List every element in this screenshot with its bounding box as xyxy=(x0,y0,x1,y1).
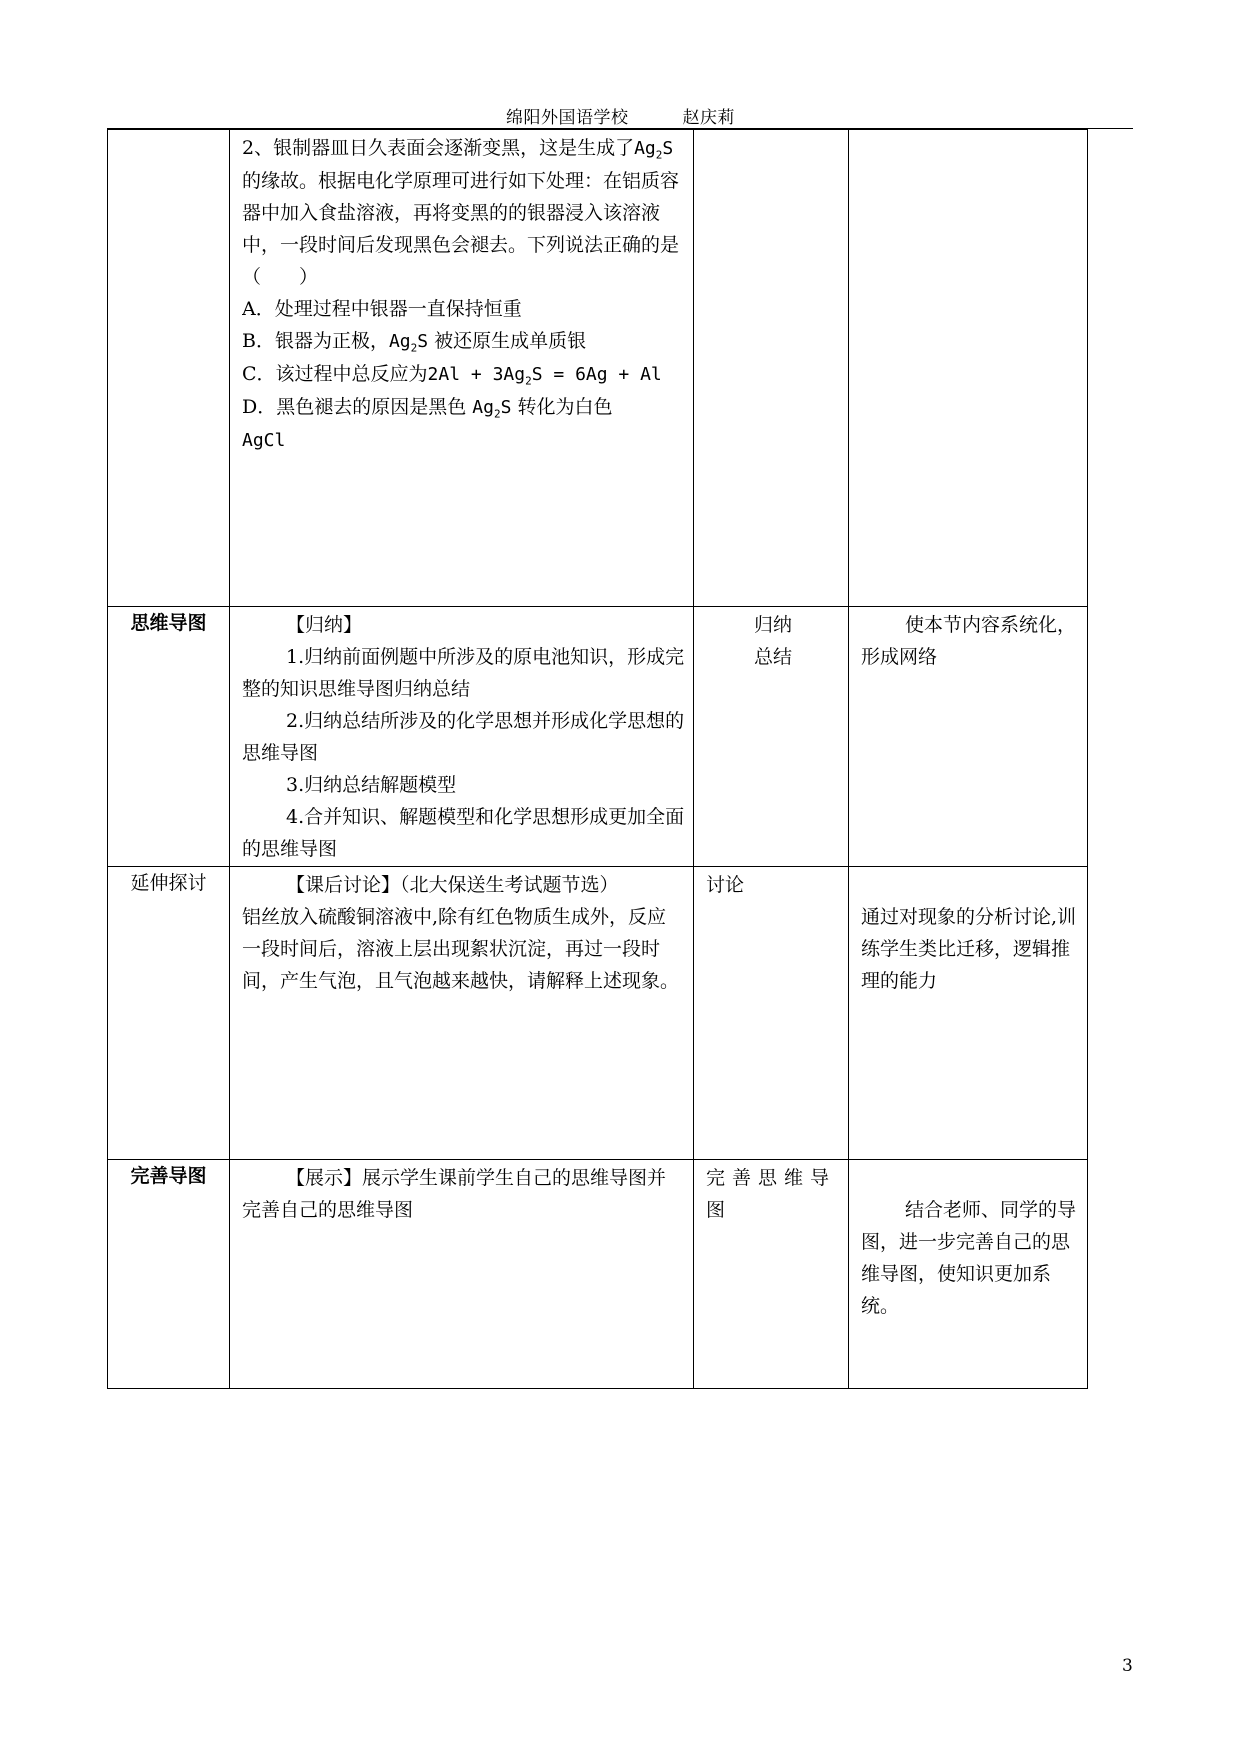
perfect-content-cell xyxy=(230,1160,694,1389)
stage-label-perfect: 完善导图 xyxy=(108,1160,230,1389)
mindmap-heading: 【归纳】 xyxy=(286,614,363,636)
table-row-perfect xyxy=(108,1160,1088,1389)
perfect-text xyxy=(242,1162,685,1226)
mindmap-content-cell xyxy=(230,607,694,867)
question-stem xyxy=(242,132,685,293)
mindmap-intent-cell xyxy=(849,607,1088,867)
mindmap-item-2: 2.归纳总结所涉及的化学思想并形成化学思想的思维导图 xyxy=(242,710,685,764)
perfect-body: 展示学生课前学生自己的思维导图并完善自己的思维导图 xyxy=(242,1167,667,1221)
page-number: 3 xyxy=(1122,1656,1133,1676)
intent-cell-empty xyxy=(849,130,1088,607)
stage-label-cell-empty xyxy=(108,130,230,607)
school-name: 绵阳外国语学校 xyxy=(506,108,629,128)
table-row-question xyxy=(108,130,1088,607)
question-stem-text-1: 2、银制器皿日久表面会逐渐变黑，这是生成了 xyxy=(242,137,635,159)
table-row-mindmap xyxy=(108,607,1088,867)
activity-cell-empty xyxy=(694,130,849,607)
table-row-extension xyxy=(108,867,1088,1160)
page-header xyxy=(0,103,1241,128)
perfect-intent-cell xyxy=(849,1160,1088,1389)
lesson-plan-table xyxy=(107,129,1088,1389)
formula-ag2s: $Ag_2S$ xyxy=(634,138,674,162)
extension-heading xyxy=(242,869,685,901)
extension-source: （北大保送生考试题节选） xyxy=(400,874,619,896)
option-c: C．该过程中总反应为$2Al + 3Ag_2S = 6Ag + Al$ xyxy=(242,363,662,388)
mindmap-activity-line2: 总结 xyxy=(753,646,792,668)
extension-activity: 讨论 xyxy=(706,874,745,896)
perfect-intent: 结合老师、同学的导图，进一步完善自己的思维导图，使知识更加系统。 xyxy=(861,1199,1077,1317)
mindmap-item-4: 4.合并知识、解题模型和化学思想形成更加全面的思维导图 xyxy=(242,806,685,860)
perfect-activity-cell xyxy=(694,1160,849,1389)
option-b: B．银器为正极，$Ag_2S$ 被还原生成单质银 xyxy=(242,330,587,355)
extension-heading-label: 【课后讨论】 xyxy=(286,874,401,896)
author-name: 赵庆莉 xyxy=(682,108,735,128)
perfect-activity: 完善思维导图 xyxy=(706,1167,837,1221)
stage-label-mindmap: 思维导图 xyxy=(108,607,230,867)
mindmap-intent: 使本节内容系统化，形成网络 xyxy=(861,614,1077,668)
extension-intent: 通过对现象的分析讨论,训练学生类比迁移，逻辑推理的能力 xyxy=(861,906,1077,992)
perfect-heading: 【展示】 xyxy=(286,1167,363,1189)
extension-body: 铝丝放入硫酸铜溶液中,除有红色物质生成外，反应一段时间后，溶液上层出现絮状沉淀，再过一段时间，产生气泡，且气泡越来越快，请解释上述现象。 xyxy=(242,906,680,992)
mindmap-item-3: 3.归纳总结解题模型 xyxy=(286,774,457,796)
extension-content-cell xyxy=(230,867,694,1160)
question-stem-text-2: 的缘故。根据电化学原理可进行如下处理：在铝质容器中加入食盐溶液，再将变黑的的银器浸入该溶液中，一段时间后发现黑色会褪去。下列说法正确的是（ ） xyxy=(242,170,680,288)
mindmap-item-1: 1.归纳前面例题中所涉及的原电池知识，形成完整的知识思维导图归纳总结 xyxy=(242,646,685,700)
extension-activity-cell xyxy=(694,867,849,1160)
option-a: A．处理过程中银器一直保持恒重 xyxy=(242,298,522,320)
mindmap-activity-cell xyxy=(694,607,849,867)
stage-label-extension: 延伸探讨 xyxy=(108,867,230,1160)
option-d: D．黑色褪去的原因是黑色 $Ag_2S$ 转化为白色 AgCl xyxy=(242,396,613,451)
extension-intent-cell xyxy=(849,867,1088,1160)
mindmap-activity-line1: 归纳 xyxy=(753,614,792,636)
question-cell xyxy=(230,130,694,607)
